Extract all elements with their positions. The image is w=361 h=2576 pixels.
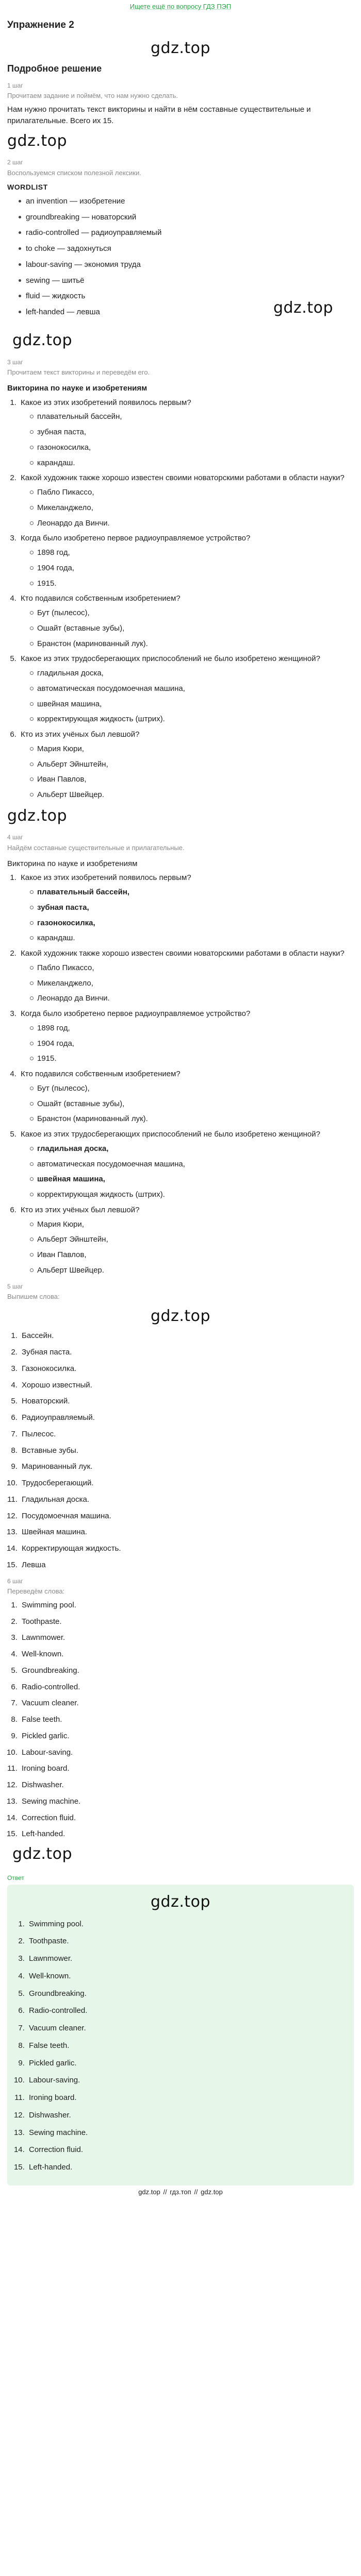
word-item: 10. Labour-saving. (20, 1747, 354, 1758)
option-item: Леонардо да Винчи. (30, 518, 354, 529)
word-item: 10. Трудосберегающий. (20, 1478, 354, 1489)
step-label: 2 шаг (7, 159, 23, 166)
words-en-list (7, 1600, 354, 1840)
option-item: Альберт Эйнштейн, (30, 759, 354, 770)
word-item: 13. Швейная машина. (20, 1527, 354, 1538)
wordlist-item: radio-controlled — радиоуправляемый (19, 227, 354, 239)
word-item: 14. Correction fluid. (27, 2144, 347, 2156)
question-text: Когда было изобретено первое радиоуправляемое устройство? (21, 534, 251, 543)
word-item: 6. Radio-controlled. (27, 2005, 347, 2016)
option-list (21, 887, 354, 944)
words-ru-list (7, 1330, 354, 1570)
word-item: 4. Хорошо известный. (20, 1380, 354, 1391)
option-item: Леонардо да Винчи. (30, 993, 354, 1004)
answer-list (14, 1919, 347, 2173)
word-item: 8. False teeth. (27, 2040, 347, 2052)
word-item: 4. Well-known. (20, 1649, 354, 1660)
option-item: зубная паста, (30, 902, 354, 913)
option-list (21, 668, 354, 725)
option-item: гладильная доска, (30, 668, 354, 679)
question-text: Какое из этих трудосберегающих приспособлений не было изобретено женщиной? (21, 1130, 320, 1139)
option-item: 1904 года, (30, 563, 354, 574)
question-text: Кто подавился собственным изобретением? (21, 594, 180, 603)
word-item: 5. Groundbreaking. (27, 1988, 347, 1999)
option-item: Бранстон (маринованный лук). (30, 1113, 354, 1125)
step-2 (7, 158, 354, 318)
option-item: Бут (пылесос), (30, 1083, 354, 1094)
watermark: gdz.top (150, 1893, 211, 1911)
option-item: 1898 год, (30, 547, 354, 558)
quiz-question (19, 397, 354, 469)
option-item: Иван Павлов, (30, 774, 354, 785)
section-title: Подробное решение (7, 63, 102, 74)
option-item: плавательный бассейн, (30, 887, 354, 898)
quiz-question (19, 593, 354, 649)
word-item: 3. Газонокосилка. (20, 1363, 354, 1375)
quiz-title: Викторина по науке и изобретениям (7, 383, 147, 393)
word-item: 5. Groundbreaking. (20, 1665, 354, 1676)
word-item: 11. Ironing board. (20, 1763, 354, 1774)
option-list (21, 411, 354, 468)
word-item: 9. Pickled garlic. (20, 1731, 354, 1742)
step-text: Нам нужно прочитать текст викторины и найти в нём составные существительные и прилагательные. Всего их 15. (7, 105, 311, 125)
option-item: гладильная доска, (30, 1143, 354, 1155)
step-caption: Прочитаем задание и поймём, что нам нужно сделать. (7, 92, 178, 100)
option-list (21, 487, 354, 529)
step-1 (7, 81, 354, 127)
quiz-question (19, 472, 354, 529)
question-text: Кто из этих учёных был левшой? (21, 730, 140, 739)
option-list (21, 607, 354, 649)
word-item: 12. Dishwasher. (20, 1780, 354, 1791)
word-item: 9. Маринованный лук. (20, 1461, 354, 1472)
question-text: Когда было изобретено первое радиоуправляемое устройство? (21, 1009, 251, 1019)
option-item: зубная паста, (30, 427, 354, 438)
quiz-question (19, 1205, 354, 1276)
step-label: 5 шаг (7, 1282, 23, 1290)
question-text: Кто подавился собственным изобретением? (21, 1070, 180, 1079)
footer-link[interactable]: gdz.top (138, 2188, 160, 2196)
step-label: 3 шаг (7, 358, 23, 366)
quiz-question (19, 1129, 354, 1200)
word-item: 5. Новаторский. (20, 1396, 354, 1407)
exercise-title: Упражнение 2 (7, 19, 74, 30)
watermark: gdz.top (150, 1307, 211, 1325)
step-5 (7, 1282, 354, 1571)
step-caption: Выпишем слова: (7, 1293, 60, 1301)
quiz-list (7, 397, 354, 801)
footer-link[interactable]: гдз.топ (170, 2188, 191, 2196)
watermark: gdz.top (12, 331, 73, 350)
option-item: 1915. (30, 578, 354, 589)
step-label: 6 шаг (7, 1577, 23, 1585)
option-item: швейная машина, (30, 699, 354, 710)
question-text: Какой художник также хорошо известен своими новаторскими работами в области науки? (21, 473, 344, 483)
wordlist-item: sewing — шитьё (19, 275, 354, 286)
option-item: Альберт Эйнштейн, (30, 1234, 354, 1245)
quiz-question (19, 948, 354, 1004)
option-item: карандаш. (30, 457, 354, 469)
quiz-question (19, 1008, 354, 1064)
word-item: 11. Ironing board. (27, 2092, 347, 2104)
wordlist-title: WORDLIST (7, 183, 48, 192)
option-item: Бранстон (маринованный лук). (30, 638, 354, 650)
quiz-highlight-list (7, 872, 354, 1276)
option-list (21, 743, 354, 801)
question-text: Какой художник также хорошо известен своими новаторскими работами в области науки? (21, 949, 344, 958)
step-caption: Переведём слова: (7, 1587, 65, 1596)
option-item: Пабло Пикассо, (30, 962, 354, 974)
word-item: 10. Labour-saving. (27, 2075, 347, 2086)
option-list (21, 547, 354, 589)
quiz-question (19, 872, 354, 944)
word-item: 1. Бассейн. (20, 1330, 354, 1342)
option-item: корректирующая жидкость (штрих). (30, 714, 354, 725)
word-item: 8. Вставные зубы. (20, 1445, 354, 1456)
option-item: Мария Кюри, (30, 743, 354, 755)
word-item: 13. Sewing machine. (20, 1796, 354, 1807)
question-text: Какое из этих трудосберегающих приспособлений не было изобретено женщиной? (21, 654, 320, 664)
word-item: 7. Пылесос. (20, 1429, 354, 1440)
watermark: gdz.top (7, 131, 68, 150)
option-item: Альберт Швейцер. (30, 1265, 354, 1276)
word-item: 15. Left-handed. (20, 1828, 354, 1840)
word-item: 6. Радиоуправляемый. (20, 1412, 354, 1423)
watermark: gdz.top (7, 806, 68, 825)
word-item: 7. Vacuum cleaner. (20, 1698, 354, 1709)
word-item: 15. Left-handed. (27, 2162, 347, 2173)
option-item: Ошайт (вставные зубы), (30, 623, 354, 634)
word-item: 14. Корректирующая жидкость. (20, 1543, 354, 1554)
word-item: 9. Pickled garlic. (27, 2058, 347, 2069)
option-item: карандаш. (30, 933, 354, 944)
step-4 (7, 833, 354, 1276)
quiz-question (19, 1069, 354, 1125)
option-list (21, 1219, 354, 1276)
quiz-question (19, 729, 354, 801)
option-item: Микеланджело, (30, 978, 354, 989)
option-list (21, 1143, 354, 1200)
step-caption: Найдём составные существительные и прилагательные. (7, 843, 185, 852)
word-item: 15. Левша (20, 1560, 354, 1571)
question-text: Кто из этих учёных был левшой? (21, 1205, 140, 1214)
option-list (21, 1083, 354, 1125)
footer-links: gdz.top // гдз.топ // gdz.top (138, 2188, 223, 2196)
word-item: 14. Correction fluid. (20, 1812, 354, 1824)
word-item: 3. Lawnmower. (27, 1953, 347, 1964)
word-item: 2. Toothpaste. (20, 1616, 354, 1628)
wordlist-item: to choke — задохнуться (19, 243, 354, 255)
option-item: плавательный бассейн, (30, 411, 354, 422)
word-item: 6. Radio-controlled. (20, 1682, 354, 1693)
question-text: Какое из этих изобретений появилось первым? (21, 873, 191, 883)
word-item: 2. Toothpaste. (27, 1936, 347, 1947)
quiz-question (19, 653, 354, 725)
wordlist-item: an invention — изобретение (19, 196, 354, 207)
option-list (21, 962, 354, 1004)
word-item: 7. Vacuum cleaner. (27, 2023, 347, 2034)
wordlist-item: groundbreaking — новаторский (19, 212, 354, 223)
option-item: Бут (пылесос), (30, 607, 354, 619)
answer-label: Ответ (7, 1874, 24, 1882)
option-list (21, 1023, 354, 1064)
word-item: 8. False teeth. (20, 1714, 354, 1725)
search-more-link[interactable]: Ищете ещё по вопросу ГДЗ ПЭП (129, 3, 232, 10)
step-caption: Воспользуемся списком полезной лексики. (7, 168, 141, 177)
word-item: 1. Swimming pool. (20, 1600, 354, 1611)
word-item: 11. Гладильная доска. (20, 1494, 354, 1505)
option-item: газонокосилка, (30, 918, 354, 929)
option-item: 1904 года, (30, 1038, 354, 1049)
step-6 (7, 1577, 354, 1840)
wordlist-item: left-handed — левша (19, 307, 354, 318)
word-item: 4. Well-known. (27, 1971, 347, 1982)
word-item: 2. Зубная паста. (20, 1347, 354, 1358)
option-item: Иван Павлов, (30, 1249, 354, 1261)
step-label: 4 шаг (7, 834, 23, 841)
option-item: 1915. (30, 1053, 354, 1064)
wordlist (7, 196, 354, 318)
option-item: автоматическая посудомоечная машина, (30, 683, 354, 694)
word-item: 1. Swimming pool. (27, 1919, 347, 1930)
word-item: 3. Lawnmower. (20, 1632, 354, 1643)
option-item: швейная машина, (30, 1174, 354, 1185)
word-item: 12. Dishwasher. (27, 2110, 347, 2121)
word-item: 12. Посудомоечная машина. (20, 1511, 354, 1522)
step-caption: Прочитаем текст викторины и переведём его. (7, 368, 150, 377)
word-item: 13. Sewing machine. (27, 2127, 347, 2139)
option-item: корректирующая жидкость (штрих). (30, 1189, 354, 1200)
quiz-title: Викторина по науке и изобретениям (7, 859, 138, 868)
watermark: gdz.top (273, 298, 333, 317)
answer-box (7, 1885, 354, 2185)
wordlist-item: labour-saving — экономия труда (19, 259, 354, 270)
option-item: Микеланджело, (30, 502, 354, 514)
option-item: Мария Кюри, (30, 1219, 354, 1230)
question-text: Какое из этих изобретений появилось первым? (21, 398, 191, 407)
footer-link[interactable]: gdz.top (201, 2188, 223, 2196)
option-item: автоматическая посудомоечная машина, (30, 1159, 354, 1170)
option-item: 1898 год, (30, 1023, 354, 1034)
option-item: Альберт Швейцер. (30, 789, 354, 801)
watermark: gdz.top (12, 1845, 73, 1863)
watermark: gdz.top (150, 39, 211, 58)
step-3 (7, 358, 354, 801)
option-item: Пабло Пикассо, (30, 487, 354, 498)
quiz-question (19, 533, 354, 589)
option-item: Ошайт (вставные зубы), (30, 1098, 354, 1110)
wordlist-item: fluid — жидкость (19, 291, 354, 302)
step-label: 1 шаг (7, 81, 23, 89)
option-item: газонокосилка, (30, 442, 354, 453)
